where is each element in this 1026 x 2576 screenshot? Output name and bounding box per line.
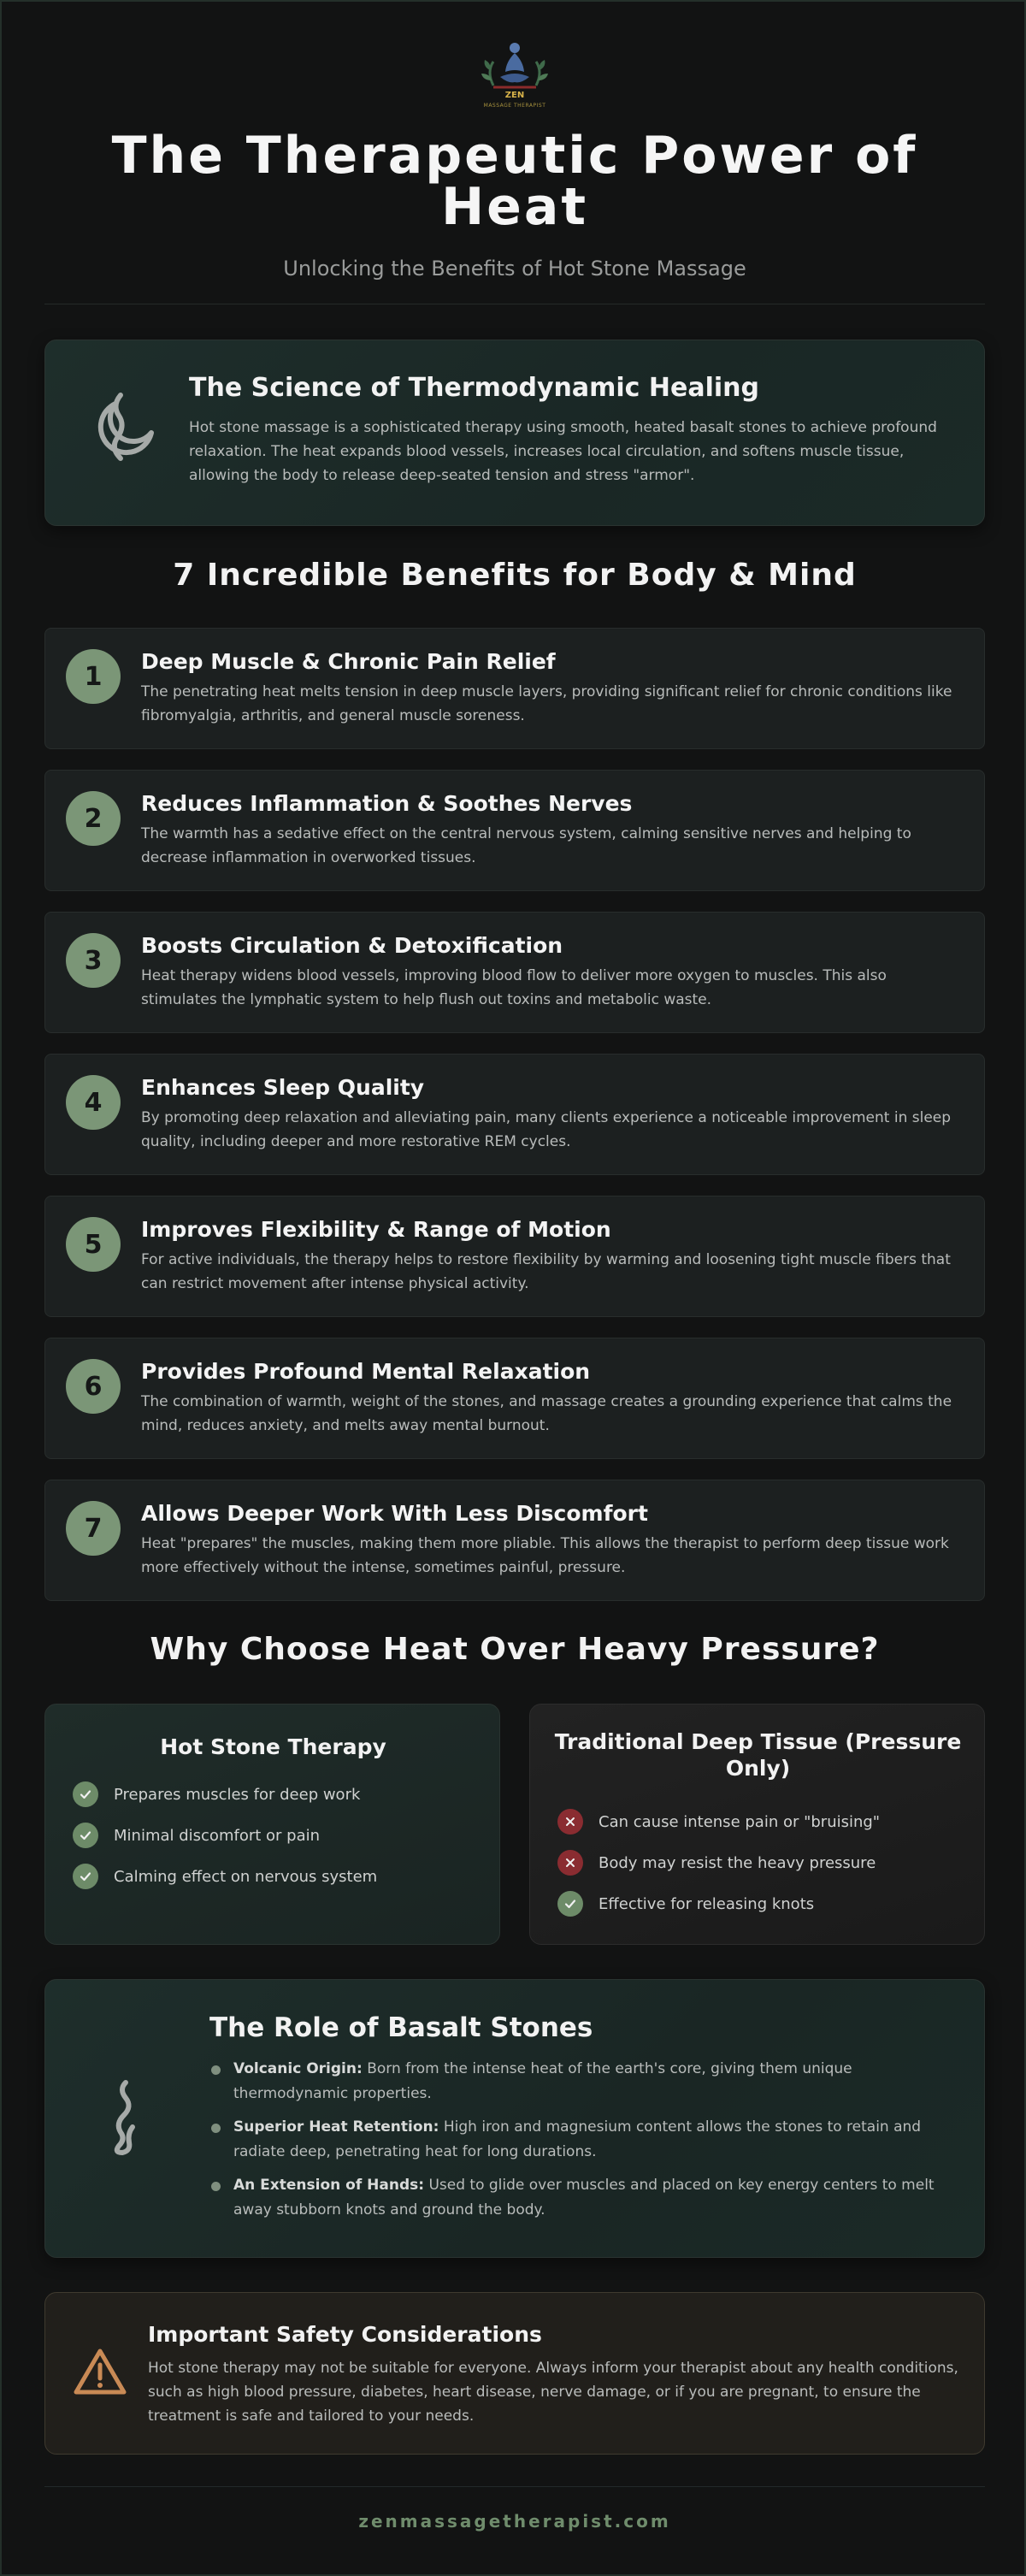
deep-tissue-item-text: Can cause intense pain or "bruising" <box>598 1812 881 1831</box>
basalt-card <box>44 1979 985 2258</box>
benefit-text: Heat therapy widens blood vessels, improving blood flow to deliver more oxygen to muscles. This also stimulates the lymphatic system to help flush out toxins and metabolic waste. <box>141 967 887 1008</box>
warning-icon <box>73 2346 127 2397</box>
safety-card <box>44 2292 985 2455</box>
benefit-card <box>44 912 985 1033</box>
deep-tissue-item-text: Effective for releasing knots <box>598 1894 815 1913</box>
deep-tissue-title: Traditional Deep Tissue (Pressure Only) <box>554 1729 962 1781</box>
hot-stone-item-text: Prepares muscles for deep work <box>114 1785 361 1804</box>
benefit-text: The penetrating heat melts tension in deep muscle layers, providing significant relief for chronic conditions like fibromyalgia, arthritis, and general muscle soreness. <box>141 683 952 724</box>
basalt-item <box>209 2173 945 2223</box>
benefit-text: By promoting deep relaxation and alleviating pain, many clients experience a noticeable improvement in sleep quality, including deeper and more restorative REM cycles. <box>141 1109 952 1150</box>
benefit-number: 7 <box>66 1501 121 1556</box>
basalt-item-text: Born from the intense heat of the earth's core, giving them unique thermodynamic properties. <box>233 2060 852 2102</box>
benefit-card <box>44 770 985 891</box>
benefit-card <box>44 1054 985 1175</box>
benefit-card <box>44 628 985 749</box>
science-text: Hot stone massage is a sophisticated therapy using smooth, heated basalt stones to achieve profound relaxation. The heat expands blood vessels, increases local circulation, and softens muscle tissue, allowing the body to release deep-seated tension and stress "armor". <box>189 419 937 484</box>
hot-stone-item <box>73 1823 320 1848</box>
deep-tissue-item <box>557 1891 814 1917</box>
deep-tissue-item <box>557 1809 880 1835</box>
hot-stone-item-text: Calming effect on nervous system <box>114 1867 378 1886</box>
benefit-number: 3 <box>66 933 121 988</box>
safety-text: Hot stone therapy may not be suitable for everyone. Always inform your therapist about any health conditions, such as high blood pressure, diabetes, heart disease, nerve damage, or if you are pregnant, to ensure the treatment is safe and tailored to your needs. <box>148 2360 958 2425</box>
basalt-item <box>209 2115 945 2165</box>
compare-title: Why Choose Heat Over Heavy Pressure? <box>150 1632 880 1667</box>
basalt-item <box>209 2057 945 2106</box>
page-subtitle: Unlocking the Benefits of Hot Stone Massage <box>283 257 746 281</box>
check-icon <box>557 1891 583 1917</box>
hot-stone-title: Hot Stone Therapy <box>160 1734 386 1759</box>
benefit-card <box>44 1480 985 1601</box>
basalt-item-label: Superior Heat Retention: <box>233 2118 439 2136</box>
benefit-title: Allows Deeper Work With Less Discomfort <box>141 1501 648 1526</box>
benefit-card <box>44 1338 985 1459</box>
benefit-number: 2 <box>66 791 121 846</box>
footer-site-link[interactable]: zenmassagetherapist.com <box>358 2511 671 2532</box>
benefit-text: For active individuals, the therapy helps to restore flexibility by warming and loosening tight muscle fibers that can restrict movement after intense physical activity. <box>141 1251 951 1292</box>
benefit-title: Deep Muscle & Chronic Pain Relief <box>141 649 556 674</box>
benefit-text: Heat "prepares" the muscles, making them more pliable. This allows the therapist to perform deep tissue work more effectively without the intense, sometimes painful, pressure. <box>141 1535 949 1576</box>
logo-tagline: MASSAGE THERAPIST <box>483 103 546 109</box>
benefit-text: The combination of warmth, weight of the stones, and massage creates a grounding experience that calms the mind, reduces anxiety, and melts away mental burnout. <box>141 1393 952 1434</box>
safety-title: Important Safety Considerations <box>148 2322 542 2347</box>
hot-stone-item <box>73 1864 377 1889</box>
check-icon <box>73 1864 98 1889</box>
science-card <box>44 340 985 526</box>
deep-tissue-item <box>557 1850 876 1876</box>
deep-tissue-item-text: Body may resist the heavy pressure <box>598 1853 876 1872</box>
check-icon <box>73 1781 98 1807</box>
heat-stone-icon <box>86 387 165 472</box>
benefit-number: 1 <box>66 649 121 704</box>
benefit-title: Provides Profound Mental Relaxation <box>141 1359 591 1384</box>
benefits-title: 7 Incredible Benefits for Body & Mind <box>173 558 857 593</box>
basalt-item-label: An Extension of Hands: <box>233 2177 425 2194</box>
page-title: The Therapeutic Power of Heat <box>111 126 918 237</box>
bullet-icon <box>211 2124 221 2133</box>
hot-stone-item-text: Minimal discomfort or pain <box>114 1826 321 1845</box>
science-title: The Science of Thermodynamic Healing <box>189 373 760 403</box>
bullet-icon <box>211 2182 221 2191</box>
benefit-title: Improves Flexibility & Range of Motion <box>141 1217 611 1242</box>
footer-divider <box>44 2486 985 2487</box>
benefit-number: 5 <box>66 1217 121 1272</box>
hot-stone-card <box>44 1704 500 1945</box>
benefit-title: Boosts Circulation & Detoxification <box>141 933 563 958</box>
check-icon <box>73 1823 98 1848</box>
basalt-item-text: High iron and magnesium content allows the stones to retain and radiate deep, penetrating heat for long durations. <box>233 2118 922 2160</box>
stone-icon <box>100 2074 151 2159</box>
benefit-number: 6 <box>66 1359 121 1414</box>
benefit-text: The warmth has a sedative effect on the central nervous system, calming sensitive nerves and helping to decrease inflammation in overworked tissues. <box>141 825 911 866</box>
basalt-item-label: Volcanic Origin: <box>233 2060 363 2077</box>
logo-text: ZEN <box>504 91 525 100</box>
zen-logo <box>468 36 562 115</box>
basalt-title: The Role of Basalt Stones <box>209 2012 593 2043</box>
basalt-item-text: Used to glide over muscles and placed on key energy centers to melt away stubborn knots and ground the body. <box>233 2177 935 2219</box>
hot-stone-item <box>73 1781 360 1807</box>
benefit-title: Reduces Inflammation & Soothes Nerves <box>141 791 633 816</box>
bullet-icon <box>211 2065 221 2075</box>
benefit-title: Enhances Sleep Quality <box>141 1075 425 1100</box>
cross-icon <box>557 1809 583 1835</box>
benefit-number: 4 <box>66 1075 121 1130</box>
deep-tissue-card <box>529 1704 985 1945</box>
benefit-card <box>44 1196 985 1317</box>
cross-icon <box>557 1850 583 1876</box>
